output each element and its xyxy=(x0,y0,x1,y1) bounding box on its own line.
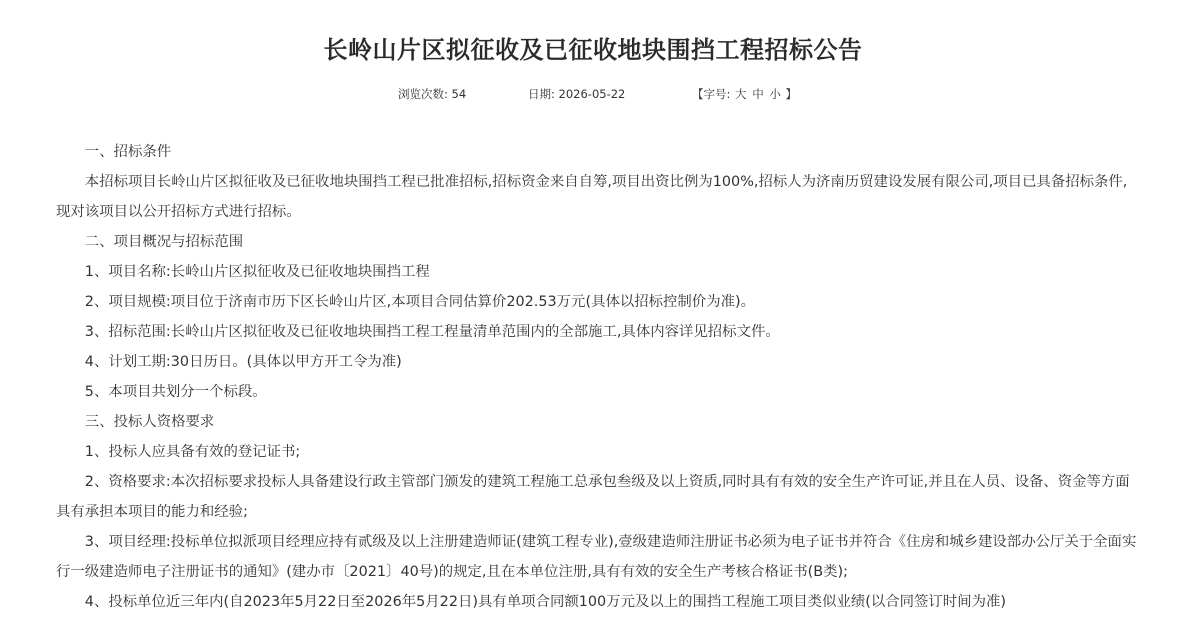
paragraph: 本招标项目长岭山片区拟征收及已征收地块围挡工程已批准招标,招标资金来自自筹,项目出资比例为100%,招标人为济南历贸建设发展有限公司,项目已具备招标条件,现对该项目以公开招标方式进行招标。 xyxy=(56,174,1128,220)
article-meta xyxy=(0,86,1186,104)
paragraph: 三、投标人资格要求 xyxy=(84,414,215,430)
views-info xyxy=(398,86,466,102)
font-size-large-link[interactable]: 大 xyxy=(735,87,747,101)
date-info xyxy=(528,86,625,102)
paragraph: 一、招标条件 xyxy=(84,144,172,160)
views-count: 54 xyxy=(451,87,467,101)
font-size-close: 】 xyxy=(785,87,797,101)
font-size-medium-link[interactable]: 中 xyxy=(752,87,764,101)
views-label: 浏览次数: xyxy=(398,87,448,101)
paragraph: 二、项目概况与招标范围 xyxy=(84,234,244,250)
paragraph: 1、项目名称:长岭山片区拟征收及已征收地块围挡工程 xyxy=(84,264,430,280)
font-size-switcher xyxy=(692,86,797,102)
article-title: 长岭山片区拟征收及已征收地块围挡工程招标公告 xyxy=(323,36,863,64)
paragraph: 5、本项目共划分一个标段。 xyxy=(84,384,267,400)
font-size-open: 【字号: xyxy=(692,87,731,101)
paragraph: 2、项目规模:项目位于济南市历下区长岭山片区,本项目合同估算价202.53万元(具体以招标控制价为准)。 xyxy=(84,294,755,310)
paragraph: 2、资格要求:本次招标要求投标人具备建设行政主管部门颁发的建筑工程施工总承包叁级及以上资质,同时具有有效的安全生产许可证,并且在人员、设备、资金等方面具有承担本项目的能力和经验; xyxy=(56,474,1130,520)
article-body xyxy=(56,137,1138,617)
date-label: 日期: xyxy=(528,87,555,101)
font-size-small-link[interactable]: 小 xyxy=(769,87,781,101)
paragraph: 3、招标范围:长岭山片区拟征收及已征收地块围挡工程工程量清单范围内的全部施工,具体内容详见招标文件。 xyxy=(84,324,780,340)
paragraph: 3、项目经理:投标单位拟派项目经理应持有贰级及以上注册建造师证(建筑工程专业),壹级建造师注册证书必须为电子证书并符合《住房和城乡建设部办公厅关于全面实行一级建造师电子注册证书的通知》(建办市〔2021〕40号)的规定,且在本单位注册,具有有效的安全生产考核合格证书(B类); xyxy=(56,534,1137,580)
paragraph: 4、计划工期:30日历日。(具体以甲方开工令为准) xyxy=(84,354,402,370)
paragraph: 4、投标单位近三年内(自2023年5月22日至2026年5月22日)具有单项合同额100万元及以上的围挡工程施工项目类似业绩(以合同签订时间为准) xyxy=(84,594,1006,610)
date-value: 2026-05-22 xyxy=(558,87,626,101)
paragraph: 1、投标人应具备有效的登记证书; xyxy=(84,444,301,460)
